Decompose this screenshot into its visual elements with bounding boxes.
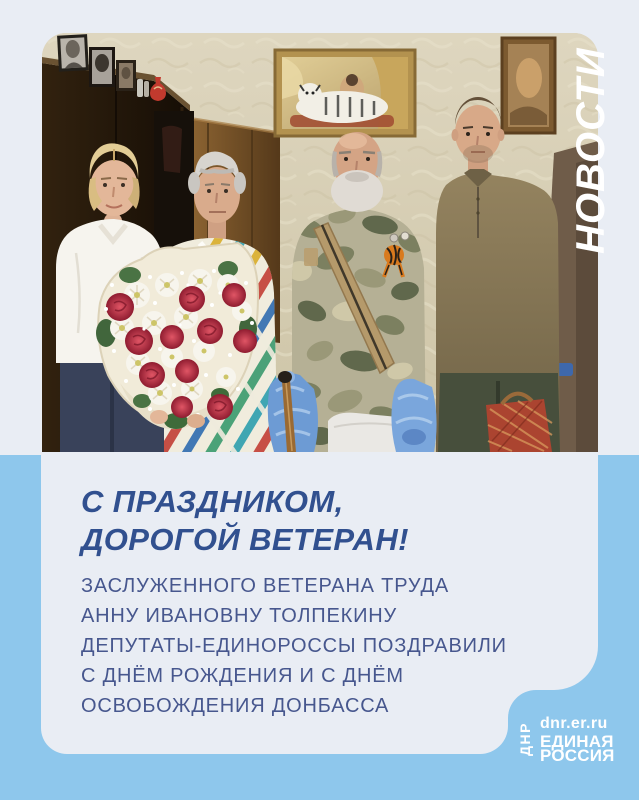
party-branding (540, 715, 615, 763)
body-text (81, 571, 507, 721)
region-label-box (516, 716, 533, 762)
party-wordmark-line-1: ЕДИНАЯ (540, 732, 614, 751)
headline-line-2: ДОРОГОЙ ВЕТЕРАН! (81, 522, 409, 557)
news-badge-vertical: НОВОСТИ (569, 47, 613, 254)
photo-wall-painting (502, 38, 555, 133)
photo-tiger-painting (275, 50, 415, 136)
headline-line-1: С ПРАЗДНИКОМ, (81, 484, 344, 519)
photo (42, 33, 598, 452)
page-title (81, 483, 409, 559)
body-line: ОСВОБОЖДЕНИЯ ДОНБАССА (81, 695, 390, 717)
photo-illustration (42, 33, 598, 452)
footer-branding (516, 715, 615, 763)
body-line: С ДНЁМ РОЖДЕНИЯ И С ДНЁМ (81, 665, 404, 687)
body-line: ДЕПУТАТЫ-ЕДИНОРОССЫ ПОЗДРАВИЛИ (81, 635, 507, 657)
photo-bed-corner (328, 413, 398, 452)
body-line: ЗАСЛУЖЕННОГО ВЕТЕРАНА ТРУДА (81, 575, 449, 597)
body-line: АННУ ИВАНОВНУ ТОЛПЕКИНУ (81, 605, 397, 627)
party-wordmark-line-2: РОССИЯ (540, 746, 615, 765)
website-label: dnr.er.ru (540, 715, 608, 732)
region-label: ДНР (516, 722, 533, 756)
